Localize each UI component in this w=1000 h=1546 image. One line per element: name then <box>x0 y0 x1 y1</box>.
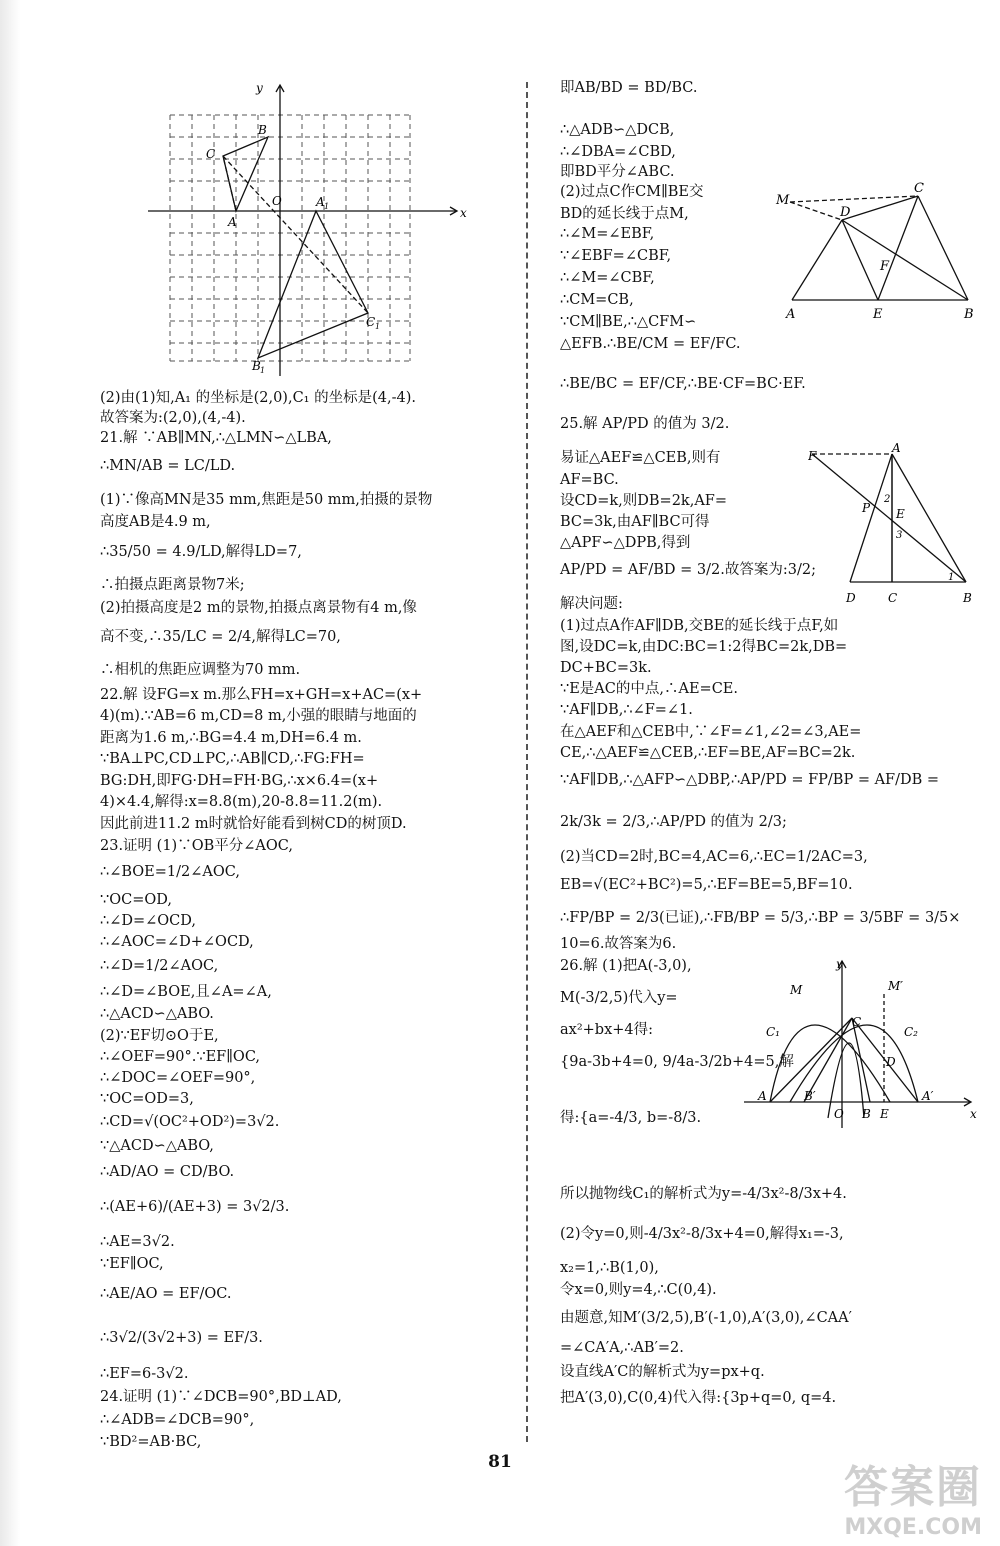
fig25-c: C <box>888 591 898 605</box>
right-line: 即BD平分∠ABC. <box>560 164 675 180</box>
left-line: ∴∠OEF=90°.∵EF∥OC, <box>100 1049 261 1065</box>
left-line: ∵OC=OD=3, <box>100 1091 194 1107</box>
grid-point-a1: A <box>316 195 325 209</box>
binding-shadow <box>0 0 20 1546</box>
fig26-a-prime: A′ <box>922 1089 934 1103</box>
left-line: 距离为1.6 m,∴BG=4.4 m,DH=6.4 m. <box>100 730 362 746</box>
fig24-d: D <box>840 205 851 220</box>
right-line: △EFB.∴BE/CM = EF/FC. <box>560 336 741 352</box>
left-line: ∴AD/AO = CD/BO. <box>100 1164 235 1180</box>
fig26-m: M <box>790 983 803 997</box>
fig26-b: B <box>862 1107 871 1121</box>
fig25-b: B <box>963 591 972 605</box>
left-line: 高度AB是4.9 m, <box>100 514 211 530</box>
right-line: =∠CA′A,∴AB′=2. <box>560 1340 684 1356</box>
left-line: ∴35/50 = 4.9/LD,解得LD=7, <box>100 544 302 560</box>
left-line: ∴(AE+6)/(AE+3) = 3√2/3. <box>100 1199 290 1215</box>
left-line: ∴CD=√(OC²+OD²)=3√2. <box>100 1114 280 1130</box>
right-line: EB=√(EC²+BC²)=5,∴EF=BE=5,BF=10. <box>560 877 853 893</box>
figure-24 <box>770 178 980 323</box>
fig26-y-label: y <box>836 958 843 971</box>
column-divider <box>526 82 528 1442</box>
grid-point-b1-sub: 1 <box>260 366 266 375</box>
fig24-e: E <box>873 307 883 322</box>
right-line: ∴FP/BP = 2/3(已证),∴FB/BP = 5/3,∴BP = 3/5BF = 3/5× <box>560 910 961 926</box>
problem-26-line: 26.解 (1)把A(-3,0), <box>560 958 692 974</box>
right-line: 令x=0,则y=4,∴C(0,4). <box>560 1282 717 1298</box>
right-line: 解决问题: <box>560 596 623 612</box>
left-line: ∴∠DOC=∠OEF=90°, <box>100 1070 256 1086</box>
fig26-d: D <box>886 1055 896 1069</box>
left-line: (2)∵EF切⊙O于E, <box>100 1028 219 1044</box>
left-line: ∴∠BOE=1/2∠AOC, <box>100 864 240 880</box>
left-line: ∵EF∥OC, <box>100 1256 164 1272</box>
fig26-c2: C₂ <box>904 1025 918 1039</box>
grid-y-label: y <box>256 81 263 95</box>
right-line: 即AB/BD = BD/BC. <box>560 80 698 96</box>
right-line: (2)令y=0,则-4/3x²-8/3x+4=0,解得x₁=-3, <box>560 1226 844 1242</box>
fig24-f: F <box>880 259 890 274</box>
left-line: ∵△ACD∽△ABO, <box>100 1138 214 1154</box>
fig25-angle-3: 3 <box>896 530 903 541</box>
fig26-b-prime: B′ <box>804 1089 816 1103</box>
left-line: ∴∠AOC=∠D+∠OCD, <box>100 934 254 950</box>
left-line: ∴EF=6-3√2. <box>100 1366 189 1382</box>
fig25-angle-1: 1 <box>948 572 955 583</box>
right-line: 图,设DC=k,由DC:BC=1:2得BC=2k,DB= <box>560 639 848 655</box>
right-line: (2)当CD=2时,BC=4,AC=6,∴EC=1/2AC=3, <box>560 849 868 865</box>
right-line: ∴∠M=∠CBF, <box>560 270 655 286</box>
right-line: 2k/3k = 2/3,∴AP/PD 的值为 2/3; <box>560 814 787 830</box>
left-line: ∴∠D=1/2∠AOC, <box>100 958 219 974</box>
fig26-c: C <box>852 1015 862 1029</box>
right-line: 易证△AEF≌△CEB,则有 <box>560 450 721 466</box>
watermark-url: MXQE.COM <box>844 1515 982 1540</box>
left-line: ∴AE/AO = EF/OC. <box>100 1286 232 1302</box>
left-line: 故答案为:(2,0),(4,-4). <box>100 410 246 426</box>
watermark <box>844 1451 982 1540</box>
left-line: ∵BA⊥PC,CD⊥PC,∴AB∥CD,∴FG:FH= <box>100 751 365 767</box>
right-line: DC+BC=3k. <box>560 660 652 676</box>
grid-point-a: A <box>228 215 237 229</box>
right-line: 在△AEF和△CEB中,∵∠F=∠1,∠2=∠3,AE= <box>560 724 862 740</box>
grid-origin-label: O <box>272 194 282 208</box>
grid-point-a1-sub: 1 <box>324 202 330 211</box>
left-line: ∴3√2/(3√2+3) = EF/3. <box>100 1330 263 1346</box>
right-line: 把A′(3,0),C(0,4)代入得:{3p+q=0, q=4. <box>560 1390 837 1406</box>
fig26-a: A <box>758 1089 767 1103</box>
left-line: ∴△ACD∽△ABO. <box>100 1006 214 1022</box>
right-line: 设CD=k,则DB=2k,AF= <box>560 493 727 509</box>
left-line: ∴∠D=∠OCD, <box>100 913 196 929</box>
left-line: ∴∠D=∠BOE,且∠A=∠A, <box>100 984 272 1000</box>
grid-point-b1: B <box>252 359 261 373</box>
right-line: △APF∽△DPB,得到 <box>560 535 691 551</box>
figure-26 <box>740 958 980 1133</box>
left-line: (1)∵像高MN是35 mm,焦距是50 mm,拍摄的景物 <box>100 492 433 508</box>
right-line: 10=6.故答案为6. <box>560 936 677 952</box>
left-line: ∵OC=OD, <box>100 892 172 908</box>
problem-21-line: 21.解 ∵AB∥MN,∴△LMN∽△LBA, <box>100 430 332 446</box>
page-number: 81 <box>488 1452 512 1472</box>
left-line: ∴相机的焦距应调整为70 mm. <box>100 662 301 678</box>
grid-point-c1: C <box>366 315 376 329</box>
fig24-a: A <box>786 307 796 322</box>
left-line: (2)拍摄高度是2 m的景物,拍摄点离景物有4 m,像 <box>100 600 417 616</box>
fig24-b: B <box>964 307 974 322</box>
fig26-x-label: x <box>970 1107 977 1121</box>
right-line: (1)过点A作AF∥DB,交BE的延长线于点F,如 <box>560 618 839 634</box>
figure-25 <box>808 440 978 615</box>
left-line: ∵BD²=AB·BC, <box>100 1434 202 1450</box>
right-line: 由题意,知M′(3/2,5),B′(-1,0),A′(3,0),∠CAA′ <box>560 1310 852 1326</box>
problem-25-line: 25.解 AP/PD 的值为 3/2. <box>560 416 730 432</box>
left-line: BG:DH,即FG·DH=FH·BG,∴x×6.4=(x+ <box>100 773 379 789</box>
right-line: ∴CM=CB, <box>560 292 634 308</box>
left-line: ∴拍摄点距离景物7米; <box>100 577 245 593</box>
left-line: 4)×4.4,解得:x=8.8(m),20-8.8=11.2(m). <box>100 794 383 810</box>
right-line: BC=3k,由AF∥BC可得 <box>560 514 710 530</box>
problem-22-line: 22.解 设FG=x m.那么FH=x+GH=x+AC=(x+ <box>100 687 423 703</box>
right-line: ∵∠EBF=∠CBF, <box>560 248 672 264</box>
fig25-angle-2: 2 <box>884 494 891 505</box>
left-line: ∴AE=3√2. <box>100 1234 175 1250</box>
right-line: ∵E是AC的中点,∴AE=CE. <box>560 681 738 697</box>
right-line: BD的延长线于点M, <box>560 206 689 222</box>
right-line: 得:{a=-4/3, b=-8/3. <box>560 1110 702 1126</box>
fig26-m-prime: M′ <box>888 979 904 993</box>
fig25-f: F <box>808 449 817 463</box>
fig25-p: P <box>862 501 871 515</box>
left-line: 因此前进11.2 m时就恰好能看到树CD的树顶D. <box>100 816 407 832</box>
fig26-c1: C₁ <box>766 1025 780 1039</box>
right-line: (2)过点C作CM∥BE交 <box>560 184 704 200</box>
coordinate-grid-figure <box>148 78 478 378</box>
grid-point-c1-sub: 1 <box>375 322 381 331</box>
right-line: ∴∠DBA=∠CBD, <box>560 144 676 160</box>
right-line: ∴BE/BC = EF/CF,∴BE·CF=BC·EF. <box>560 376 806 392</box>
fig26-e: E <box>880 1107 889 1121</box>
watermark-title: 答案圈 <box>844 1462 982 1513</box>
right-line: ∴△ADB∽△DCB, <box>560 122 675 138</box>
fig26-o: O <box>834 1107 844 1121</box>
fig25-e: E <box>896 507 905 521</box>
right-line: M(-3/2,5)代入y= <box>560 990 678 1006</box>
fig25-a: A <box>892 441 901 455</box>
grid-x-label: x <box>460 206 467 220</box>
grid-point-b: B <box>258 123 267 137</box>
left-line: 高不变,∴35/LC = 2/4,解得LC=70, <box>100 629 341 645</box>
grid-point-c: C <box>206 147 216 161</box>
right-line: ∴∠M=∠EBF, <box>560 226 655 242</box>
fig24-c: C <box>914 181 924 196</box>
left-line: (2)由(1)知,A₁ 的坐标是(2,0),C₁ 的坐标是(4,-4). <box>100 390 416 406</box>
right-line: ∵CM∥BE,∴△CFM∽ <box>560 314 697 330</box>
problem-23-line: 23.证明 (1)∵OB平分∠AOC, <box>100 838 293 854</box>
left-line: ∴∠ADB=∠DCB=90°, <box>100 1412 255 1428</box>
fig24-m: M <box>776 193 790 208</box>
fig25-d: D <box>846 591 856 605</box>
left-line: 4)(m).∵AB=6 m,CD=8 m,小强的眼睛与地面的 <box>100 708 417 724</box>
right-line: {9a-3b+4=0, 9/4a-3/2b+4=5,解 <box>560 1054 794 1070</box>
right-line: CE,∴△AEF≌△CEB,∴EF=BE,AF=BC=2k. <box>560 745 856 761</box>
right-line: AP/PD = AF/BD = 3/2.故答案为:3/2; <box>560 562 816 578</box>
right-line: ∵AF∥DB,∴∠F=∠1. <box>560 702 693 718</box>
right-line: x₂=1,∴B(1,0), <box>560 1260 659 1276</box>
right-line: ax²+bx+4得: <box>560 1022 654 1038</box>
right-line: 所以抛物线C₁的解析式为y=-4/3x²-8/3x+4. <box>560 1186 847 1202</box>
right-line: 设直线A′C的解析式为y=px+q. <box>560 1364 765 1380</box>
problem-24-line: 24.证明 (1)∵∠DCB=90°,BD⊥AD, <box>100 1389 342 1405</box>
right-line: ∵AF∥DB,∴△AFP∽△DBP,∴AP/PD = FP/BP = AF/DB = <box>560 772 940 788</box>
left-line: ∴MN/AB = LC/LD. <box>100 458 236 474</box>
right-line: AF=BC. <box>560 472 619 488</box>
